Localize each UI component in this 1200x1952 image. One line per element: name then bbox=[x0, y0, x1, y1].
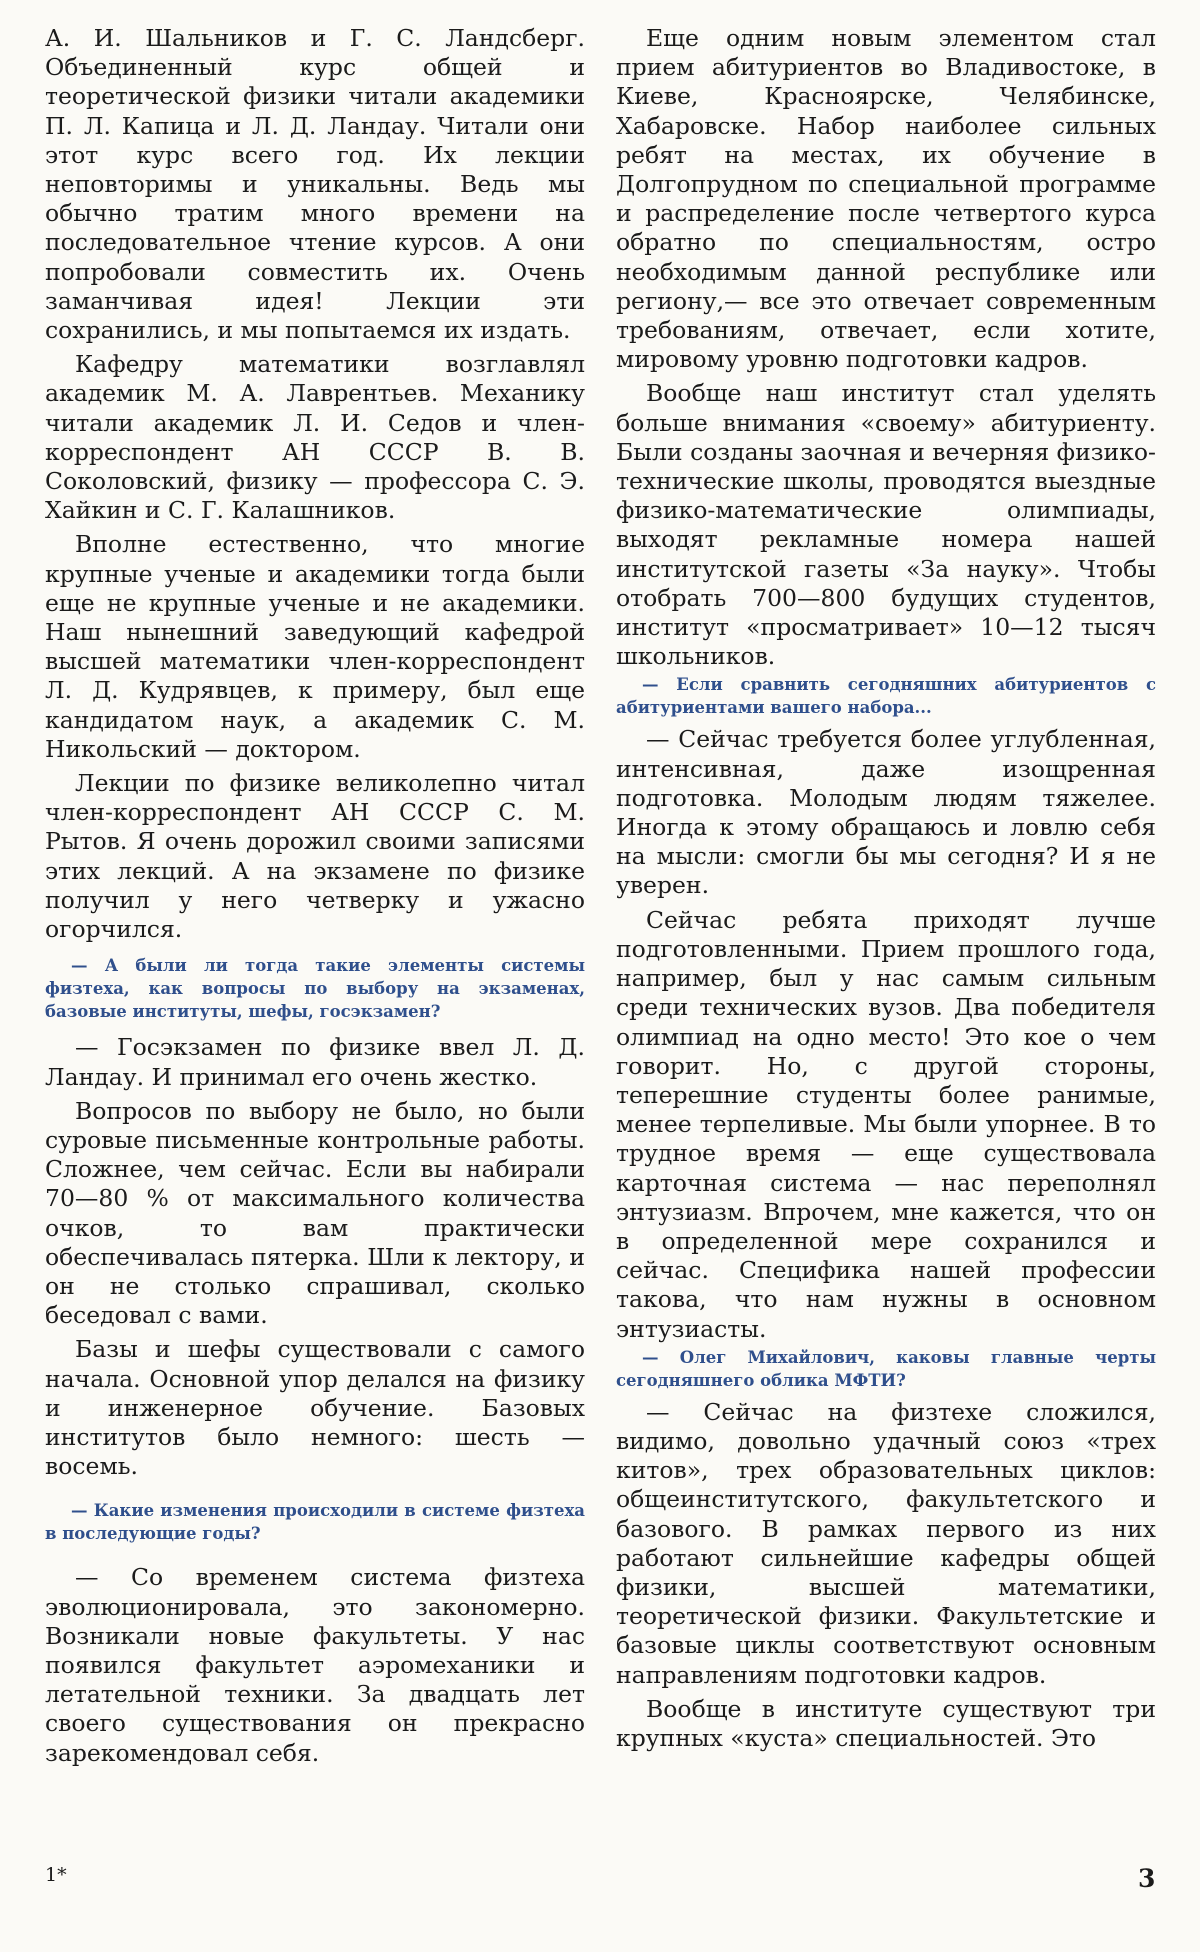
right-column bbox=[616, 24, 1156, 1753]
paragraph: — Со временем система физтеха эволюционировала, это закономерно. Возникали новые факультеты. У нас появился факультет аэромеханики и летательной техники. За двадцать лет своего существования он прекрасно зарекомендовал себя. bbox=[45, 1563, 585, 1767]
paragraph: — Госэкзамен по физике ввел Л. Д. Ландау. И принимал его очень жестко. bbox=[45, 1033, 585, 1091]
paragraph: — Сейчас на физтехе сложился, видимо, довольно удачный союз «трех китов», трех образовательных циклов: общеинститутского, факультетского и базового. В рамках первого из них работают сильнейшие кафедры общей физики, высшей математики, теоретической физики. Факультетские и базовые циклы соответствуют основным направлениям подготовки кадров. bbox=[616, 1397, 1156, 1689]
interview-question: — Олег Михайлович, каковы главные черты сегодняшнего облика МФТИ? bbox=[616, 1347, 1156, 1390]
signature-mark: 1* bbox=[45, 1864, 67, 1886]
paragraph: Вообще в институте существуют три крупных «куста» специальностей. Это bbox=[616, 1694, 1156, 1752]
paragraph: Вполне естественно, что многие крупные ученые и академики тогда были еще не крупные ученые и не академики. Наш нынешний заведующий кафедрой высшей математики член-корреспондент Л. Д. Кудрявцев, к примеру, был еще кандидатом наук, а академик С. М. Никольский — доктором. bbox=[45, 530, 585, 763]
interview-question: — Если сравнить сегодняшних абитуриентов с абитуриентами вашего набора... bbox=[616, 675, 1156, 718]
page-number: 3 bbox=[1138, 1864, 1156, 1893]
paragraph: Сейчас ребята приходят лучше подготовленными. Прием прошлого года, например, был у нас самым сильным среди технических вузов. Два победителя олимпиад на одно место! Это кое о чем говорит. Но, с другой стороны, теперешние студенты более ранимые, менее терпеливые. Мы были упорнее. В то трудное время — еще существовала карточная система — нас переполнял энтузиазм. Впрочем, мне кажется, что он в определенной мере сохранился и сейчас. Специфика нашей профессии такова, что нам нужны в основном энтузиасты. bbox=[616, 905, 1156, 1343]
paragraph: Вопросов по выбору не было, но были суровые письменные контрольные работы. Сложнее, чем сейчас. Если вы набирали 70—80 % от максимального количества очков, то вам практически обеспечивалась пятерка. Шли к лектору, и он не столько спрашивал, сколько беседовал с вами. bbox=[45, 1096, 585, 1330]
paragraph: Вообще наш институт стал уделять больше внимания «своему» абитуриенту. Были созданы заочная и вечерняя физико-технические школы, проводятся выездные физико-математические олимпиады, выходят рекламные номера нашей институтской газеты «За науку». Чтобы отобрать 700—800 будущих студентов, институт «просматривает» 10—12 тысяч школьников. bbox=[616, 379, 1156, 671]
paragraph: Лекции по физике великолепно читал член-корреспондент АН СССР С. М. Рытов. Я очень дорожил своими записями этих лекций. А на экзамене по физике получил у него четверку и ужасно огорчился. bbox=[45, 769, 585, 944]
interview-question: — А были ли тогда такие элементы системы физтеха, как вопросы по выбору на экзаменах, базовые институты, шефы, госэкзамен? bbox=[45, 956, 585, 1022]
paragraph: А. И. Шальников и Г. С. Ландсберг. Объединенный курс общей и теоретической физики читали академики П. Л. Капица и Л. Д. Ландау. Читали они этот курс всего год. Их лекции неповторимы и уникальны. Ведь мы обычно тратим много времени на последовательное чтение курсов. А они попробовали совместить их. Очень заманчивая идея! Лекции эти сохранились, и мы попытаемся их издать. bbox=[45, 24, 585, 345]
left-column bbox=[45, 24, 585, 1768]
interview-question: — Какие изменения происходили в системе физтеха в последующие годы? bbox=[45, 1501, 585, 1544]
paragraph: Кафедру математики возглавлял академик М. А. Лаврентьев. Механику читали академик Л. И. Седов и член-корреспондент АН СССР В. В. Соколовский, физику — профессора С. Э. Хайкин и С. Г. Калашников. bbox=[45, 350, 585, 525]
paragraph: — Сейчас требуется более углубленная, интенсивная, даже изощренная подготовка. Молодым людям тяжелее. Иногда к этому обращаюсь и ловлю себя на мысли: смогли бы мы сегодня? И я не уверен. bbox=[616, 725, 1156, 900]
paragraph: Еще одним новым элементом стал прием абитуриентов во Владивостоке, в Киеве, Красноярске, Челябинске, Хабаровске. Набор наиболее сильных ребят на местах, их обучение в Долгопрудном по специальной программе и распределение после четвертого курса обратно по специальностям, остро необходимым данной республике или региону,— все это отвечает современным требованиям, отвечает, если хотите, мировому уровню подготовки кадров. bbox=[616, 24, 1156, 374]
paragraph: Базы и шефы существовали с самого начала. Основной упор делался на физику и инженерное обучение. Базовых институтов было немного: шесть — восемь. bbox=[45, 1335, 585, 1481]
